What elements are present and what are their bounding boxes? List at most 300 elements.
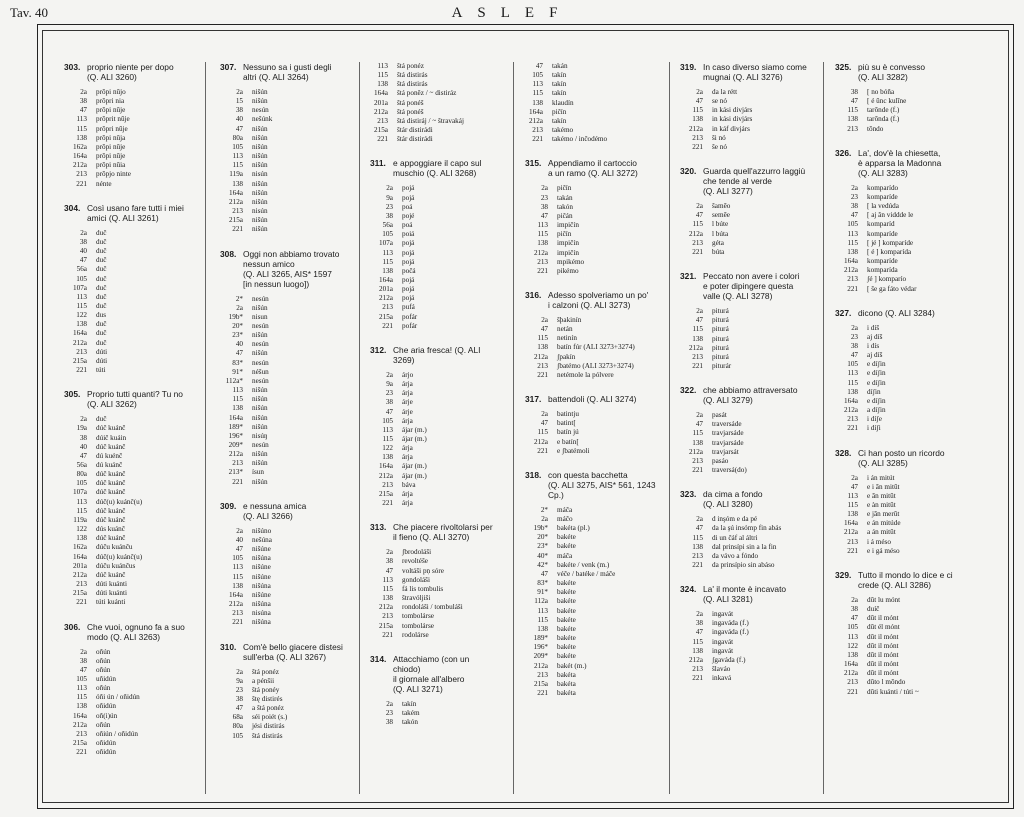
survey-point: 2a: [696, 515, 703, 524]
response-row: [680, 362, 810, 371]
dialect-form: dúč(u) kuánč(u): [96, 552, 143, 561]
dialect-form: nišúna: [252, 618, 271, 627]
dialect-form: bakéte: [557, 615, 576, 624]
dialect-form: nišúne: [252, 545, 271, 554]
survey-point: 215a: [229, 216, 243, 225]
survey-point: 23: [540, 193, 548, 202]
dialect-form: prōpri nia: [96, 97, 125, 106]
survey-point: 47: [850, 614, 858, 623]
dialect-form: e díʃin: [867, 378, 886, 387]
survey-point: 115: [537, 334, 548, 343]
dialect-form: duč: [96, 274, 107, 283]
response-row: [680, 543, 810, 552]
dialect-form: štá ponéz: [397, 62, 424, 70]
survey-point: 138: [232, 404, 243, 413]
response-row: [835, 397, 975, 406]
survey-point: 2a: [696, 202, 703, 211]
dialect-form: aj díš: [867, 351, 883, 360]
dialect-form: nišún: [252, 179, 268, 188]
survey-point: 212a: [844, 528, 858, 537]
response-row: [680, 248, 810, 257]
response-row: [680, 656, 810, 665]
dialect-form: díʃin: [867, 387, 881, 396]
response-row: [370, 462, 498, 471]
dialect-form: komparída: [867, 266, 898, 275]
response-row: [370, 557, 498, 566]
response-row: [680, 674, 810, 683]
dialect-form: tarōnde (f.): [867, 106, 900, 115]
survey-point: 164a: [229, 413, 243, 422]
entry-heading: [64, 622, 189, 642]
survey-point: 138: [847, 247, 858, 256]
response-row: [680, 628, 810, 637]
survey-point: 164a: [73, 152, 87, 161]
survey-point: 138: [692, 438, 703, 447]
dialect-form: štá ponéz: [252, 667, 279, 676]
dialect-form: travjarsáde: [712, 438, 744, 447]
survey-point: 162a: [73, 142, 87, 151]
response-row: [220, 340, 352, 349]
entry-phrase: Com'è bello giacere distesi sull'erba (Q. ALI 3267): [243, 641, 343, 662]
response-row: [220, 478, 352, 487]
response-row: [64, 115, 189, 124]
entry-phrase: con questa bacchetta (Q. ALI 3275, AIS* 561, 1243 Cp.): [548, 469, 656, 500]
dialect-form: bakéta: [557, 688, 576, 697]
entry-number: 304.: [64, 202, 81, 213]
entry-heading: [220, 249, 352, 289]
response-row: [64, 525, 189, 534]
response-row: [220, 331, 352, 340]
dialect-form: duč: [96, 338, 107, 347]
phrase-entry: [835, 570, 975, 697]
response-row: [220, 404, 352, 413]
survey-point: 112a: [534, 597, 548, 606]
dialect-form: e batín[: [557, 437, 579, 446]
response-row: [220, 386, 352, 395]
dialect-form: prōpi nūje: [96, 142, 126, 151]
response-row: [220, 695, 352, 704]
survey-point: 2a: [541, 184, 548, 193]
dialect-form: [ no bóña: [867, 88, 895, 96]
survey-point: 2a: [696, 88, 703, 96]
response-row: [64, 320, 189, 329]
survey-point: 105: [847, 220, 858, 229]
column-divider: [513, 62, 514, 794]
response-row: [680, 466, 810, 475]
survey-point: 164a: [229, 188, 243, 197]
survey-point: 213: [232, 609, 243, 618]
response-row: [835, 406, 975, 415]
dialect-form: dūto l mōndo: [867, 678, 906, 687]
survey-point: 212a: [73, 720, 87, 729]
response-row: [525, 258, 663, 267]
response-row: [835, 106, 975, 115]
entry-heading: [525, 158, 663, 178]
response-row: [680, 619, 810, 628]
dialect-form: piturá: [712, 334, 729, 343]
dialect-form: in kási divjárs: [712, 115, 753, 124]
dialect-form: pojé: [402, 211, 415, 220]
response-row: [525, 126, 663, 135]
dialect-form: nisúŋ: [252, 431, 268, 440]
dialect-form: dúti: [96, 356, 108, 365]
dialect-form: pofár: [402, 312, 418, 321]
dialect-form: dúč kuánč: [96, 470, 126, 479]
dialect-form: pičín: [557, 184, 572, 193]
survey-point: 23: [385, 202, 393, 211]
dialect-form: oñún: [96, 647, 111, 656]
survey-point: 40*: [537, 551, 548, 560]
dialect-form: piturá: [712, 352, 729, 361]
response-row: [680, 97, 810, 106]
response-row: [64, 238, 189, 247]
dialect-form: d inşóm e da pé: [712, 515, 758, 524]
dialect-form: štá poněz / ~ distiráz: [397, 89, 457, 98]
survey-point: 115: [76, 693, 87, 702]
survey-point: 215a: [379, 621, 393, 630]
dialect-form: pofár: [402, 321, 418, 330]
entry-phrase: Tutto il mondo lo dice e ci crede (Q. ALI 3286): [858, 569, 953, 590]
dialect-form: poá: [402, 202, 413, 211]
dialect-form: pojá: [402, 248, 415, 257]
dialect-form: batintju: [557, 410, 579, 419]
response-list: [835, 474, 975, 556]
entry-number: 317.: [525, 394, 542, 405]
survey-point: 19b*: [228, 312, 243, 321]
response-row: [525, 506, 663, 515]
response-list: [525, 410, 663, 456]
dialect-form: gondoláši: [402, 575, 430, 584]
response-row: [64, 275, 189, 284]
survey-point: 221: [692, 142, 703, 151]
survey-point: 2a: [851, 473, 858, 482]
survey-point: 113: [847, 632, 858, 641]
dialect-form: komparíde: [867, 229, 898, 238]
response-row: [370, 453, 498, 462]
survey-point: 2a: [696, 411, 703, 420]
response-row: [680, 335, 810, 344]
response-row: [370, 89, 498, 98]
dialect-form: duč: [96, 292, 107, 301]
response-row: [220, 377, 352, 386]
dialect-form: ʃgaváda (f.): [712, 655, 746, 664]
response-list: [370, 548, 498, 640]
dialect-form: takón: [557, 202, 573, 211]
response-row: [525, 135, 663, 144]
dialect-form: počá: [402, 266, 416, 275]
dialect-form: [ aj ãn viddde le: [867, 211, 914, 220]
dialect-form: dūt il mónt: [867, 632, 899, 641]
survey-point: 221: [847, 284, 858, 293]
survey-point: 113: [847, 229, 858, 238]
phrase-entry: [64, 203, 189, 376]
response-row: [525, 689, 663, 698]
survey-point: 221: [692, 247, 703, 256]
response-row: [525, 239, 663, 248]
survey-point: 47: [850, 211, 858, 220]
response-row: [370, 612, 498, 621]
response-row: [525, 99, 663, 108]
survey-point: 23: [235, 685, 243, 694]
response-row: [64, 553, 189, 562]
response-row: [64, 97, 189, 106]
response-row: [370, 594, 498, 603]
dialect-form: nišúne: [252, 572, 271, 581]
survey-point: 113: [847, 369, 858, 378]
response-row: [64, 479, 189, 488]
response-row: [220, 713, 352, 722]
dialect-form: dú kuénč: [96, 451, 123, 460]
entry-phrase: più su è convesso (Q. ALI 3282): [858, 62, 926, 82]
entry-heading: [370, 654, 498, 694]
survey-point: 113: [537, 606, 548, 615]
response-row: [64, 424, 189, 433]
response-row: [220, 545, 352, 554]
dialect-form: tōndo: [867, 124, 884, 133]
response-row: [64, 712, 189, 721]
response-row: [64, 702, 189, 711]
entry-heading: [835, 448, 975, 468]
column-divider: [359, 62, 360, 794]
response-row: [835, 184, 975, 193]
dialect-form: štá distirás: [397, 71, 428, 80]
survey-point: 138: [847, 387, 858, 396]
survey-point: 2a: [386, 548, 393, 557]
survey-point: 40: [235, 340, 243, 349]
response-row: [370, 294, 498, 303]
response-row: [835, 333, 975, 342]
dialect-form: tombolárse: [402, 612, 434, 621]
response-row: [680, 448, 810, 457]
entry-heading: [835, 570, 975, 590]
response-row: [835, 388, 975, 397]
response-row: [525, 419, 663, 428]
response-row: [370, 108, 498, 117]
response-row: [220, 152, 352, 161]
response-row: [220, 722, 352, 731]
dialect-form: dūt il mónt: [867, 641, 899, 650]
survey-point: 115: [847, 106, 858, 115]
survey-point: 23: [385, 389, 393, 398]
survey-point: 189*: [533, 634, 548, 643]
dialect-form: di un čáf al áltri: [712, 533, 758, 542]
dialect-form: duč: [96, 247, 107, 256]
dialect-form: bakéte / venk (m.): [557, 560, 610, 569]
response-row: [525, 643, 663, 652]
response-row: [835, 97, 975, 106]
entry-number: 314.: [370, 653, 387, 664]
survey-point: 212a: [229, 197, 243, 206]
dialect-form: l búte: [712, 220, 729, 229]
entry-phrase: Che vuoi, ognuno fa a suo modo (Q. ALI 3263): [87, 621, 185, 642]
survey-point: 138: [382, 453, 393, 462]
dialect-form: nišún: [252, 97, 268, 106]
survey-point: 113: [232, 563, 243, 572]
response-row: [370, 426, 498, 435]
phrase-entry: [835, 448, 975, 556]
dialect-form: takín: [552, 89, 567, 98]
dialect-form: oñidún: [96, 702, 116, 711]
response-row: [835, 257, 975, 266]
entry-number: 315.: [525, 158, 542, 169]
dialect-form: piturá: [712, 325, 729, 334]
response-list: [835, 324, 975, 434]
survey-point: 221: [382, 630, 393, 639]
dialect-form: netinín: [557, 334, 577, 343]
survey-point: 138: [847, 650, 858, 659]
survey-point: 221: [76, 598, 87, 607]
survey-point: 115: [76, 124, 87, 133]
dialect-form: batín jú: [557, 428, 579, 437]
dialect-form: travjarsáde: [712, 429, 744, 438]
entry-number: 303.: [64, 62, 81, 72]
survey-point: 221: [692, 561, 703, 569]
entry-heading: [835, 62, 975, 82]
survey-point: 162a: [73, 543, 87, 552]
dialect-form: pičán: [557, 211, 573, 220]
dialect-form: oñidún: [96, 748, 116, 757]
entry-phrase: La' il monte è incavato (Q. ALI 3281): [703, 584, 787, 605]
response-list: [220, 88, 352, 235]
survey-point: 164a: [379, 462, 393, 471]
entry-phrase: Peccato non avere i colori e poter dipingere questa valle (Q. ALI 3278): [703, 271, 800, 302]
response-row: [220, 143, 352, 152]
dialect-form: nešúna: [252, 535, 272, 544]
dialect-form: nišún: [252, 331, 268, 340]
survey-point: 115: [537, 428, 548, 437]
phrase-entry: [525, 470, 663, 698]
response-row: [64, 748, 189, 757]
survey-point: 47: [540, 569, 548, 578]
entry-number: 306.: [64, 621, 81, 632]
survey-point: 215a: [379, 489, 393, 498]
response-row: [525, 184, 663, 193]
entry-number: 319.: [680, 62, 697, 72]
response-row: [525, 108, 663, 117]
entry-phrase: Nessuno sa i gusti degli altri (Q. ALI 3264): [243, 62, 332, 82]
survey-point: 221: [76, 748, 87, 757]
dialect-form: bakéte: [557, 533, 576, 542]
dialect-form: šþakinín: [557, 315, 582, 324]
survey-point: 2a: [696, 610, 703, 619]
survey-point: 119a: [229, 170, 243, 179]
response-row: [64, 648, 189, 657]
dialect-form: takém: [402, 708, 420, 717]
response-row: [835, 492, 975, 501]
response-row: [220, 207, 352, 216]
survey-point: 40: [79, 442, 87, 451]
dialect-form: i án mitút: [867, 473, 895, 482]
dialect-form: takín: [402, 699, 417, 708]
dialect-form: e ān mitūt: [867, 491, 896, 500]
survey-point: 115: [232, 395, 243, 404]
dialect-form: bakéte: [557, 643, 576, 652]
response-row: [220, 582, 352, 591]
dialect-form: e jān merūt: [867, 510, 900, 519]
dialect-form: štár distirádi: [397, 126, 433, 135]
dialect-form: [ še ga fáto védar: [867, 284, 917, 293]
survey-point: 105: [76, 274, 87, 283]
dialect-form: árja: [402, 453, 413, 462]
entry-number: 322.: [680, 385, 697, 396]
survey-point: 221: [847, 424, 858, 433]
dialect-form: ájar (m.): [402, 425, 427, 434]
response-row: [680, 143, 810, 152]
dialect-form: da la şú insómp fin abás: [712, 524, 782, 533]
survey-point: 47: [79, 665, 87, 674]
survey-point: 47: [235, 349, 243, 358]
response-row: [370, 576, 498, 585]
survey-point: 212a: [844, 406, 858, 415]
response-list: [370, 371, 498, 508]
response-row: [525, 652, 663, 661]
phrase-entry: [680, 385, 810, 475]
dialect-form: komparíde: [867, 192, 898, 201]
response-row: [220, 180, 352, 189]
survey-point: 221: [692, 361, 703, 370]
response-row: [64, 598, 189, 607]
survey-point: 196*: [228, 431, 243, 440]
response-row: [525, 579, 663, 588]
dialect-form: nišúne: [252, 563, 271, 572]
entry-heading: [220, 642, 352, 662]
dialect-form: pičín: [557, 230, 572, 239]
survey-point: 221: [76, 179, 87, 188]
survey-point: 213: [847, 537, 858, 546]
survey-point: 113: [76, 684, 87, 693]
response-list: [525, 184, 663, 276]
response-row: [64, 229, 189, 238]
response-row: [220, 368, 352, 377]
phrase-entry: [64, 389, 189, 607]
dialect-form: óñi ún / oñidún: [96, 693, 140, 702]
dialect-form: pojá: [402, 193, 415, 202]
survey-point: 115: [692, 533, 703, 542]
response-row: [220, 468, 352, 477]
survey-point: 38: [385, 398, 393, 407]
dialect-form: dúču kuánčus: [96, 561, 136, 570]
dialect-form: a štá ponéz: [252, 704, 284, 713]
survey-point: 56a: [76, 461, 87, 469]
response-row: [835, 623, 975, 632]
survey-point: 164a: [229, 590, 243, 599]
response-row: [525, 524, 663, 533]
response-row: [220, 115, 352, 124]
response-row: [835, 424, 975, 433]
response-row: [835, 633, 975, 642]
survey-point: 56a: [76, 265, 87, 274]
survey-point: 212a: [689, 229, 703, 238]
dialect-form: duč: [96, 329, 107, 338]
dialect-form: štę distirés: [252, 694, 283, 703]
survey-point: 38: [235, 106, 243, 115]
survey-point: 38: [79, 97, 87, 106]
dialect-form: árja: [402, 380, 413, 389]
response-row: [64, 534, 189, 543]
survey-point: 2a: [80, 228, 87, 237]
response-row: [64, 339, 189, 348]
response-row: [835, 275, 975, 284]
survey-point: 221: [532, 135, 543, 144]
phrase-entry: [680, 62, 810, 152]
dialect-form: géta: [712, 238, 724, 247]
survey-point: 221: [76, 366, 87, 375]
dialect-form: ísun: [252, 468, 264, 477]
survey-point: 115: [377, 71, 388, 80]
response-row: [525, 371, 663, 380]
survey-point: 113: [76, 115, 87, 124]
response-row: [370, 135, 498, 144]
